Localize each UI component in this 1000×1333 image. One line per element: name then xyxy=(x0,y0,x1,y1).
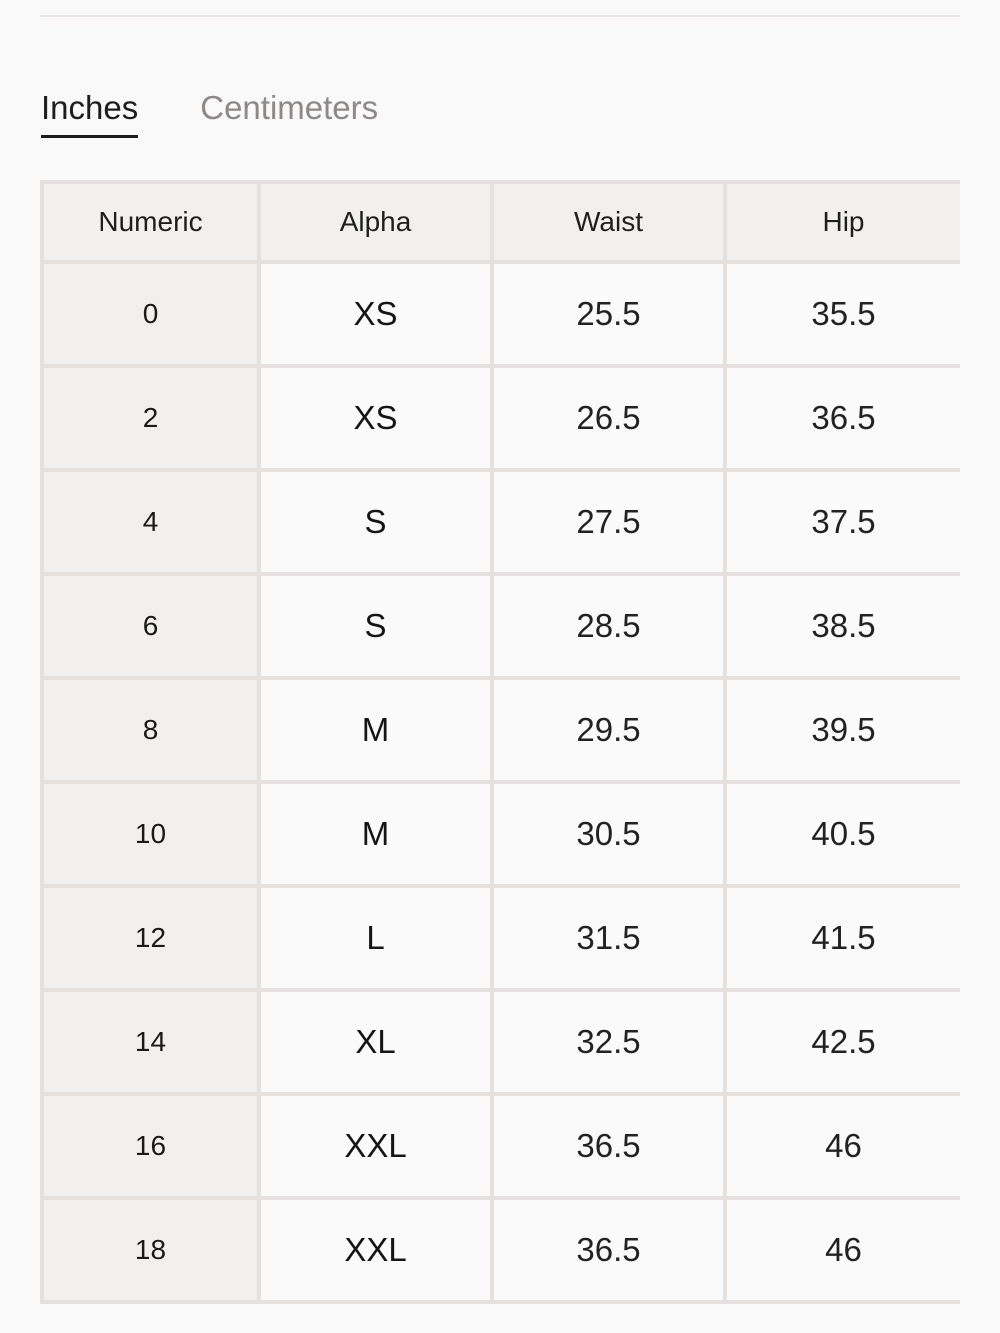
waist-cell: 26.5 xyxy=(492,366,725,470)
hip-cell: 40.5 xyxy=(725,782,960,886)
waist-cell: 30.5 xyxy=(492,782,725,886)
table-row xyxy=(42,990,960,1094)
alpha-size-cell: L xyxy=(259,886,492,990)
table-row xyxy=(42,886,960,990)
numeric-size-cell: 12 xyxy=(42,886,259,990)
table-row xyxy=(42,470,960,574)
table-row xyxy=(42,1198,960,1302)
numeric-size-cell: 6 xyxy=(42,574,259,678)
hip-cell: 38.5 xyxy=(725,574,960,678)
hip-cell: 46 xyxy=(725,1198,960,1302)
numeric-size-cell: 16 xyxy=(42,1094,259,1198)
numeric-size-cell: 2 xyxy=(42,366,259,470)
numeric-size-cell: 18 xyxy=(42,1198,259,1302)
header-alpha: Alpha xyxy=(259,182,492,262)
hip-cell: 35.5 xyxy=(725,262,960,366)
alpha-size-cell: M xyxy=(259,678,492,782)
hip-cell: 42.5 xyxy=(725,990,960,1094)
waist-cell: 31.5 xyxy=(492,886,725,990)
table-row xyxy=(42,678,960,782)
table-row xyxy=(42,574,960,678)
alpha-size-cell: XXL xyxy=(259,1094,492,1198)
size-table xyxy=(40,180,960,1304)
waist-cell: 29.5 xyxy=(492,678,725,782)
header-hip: Hip xyxy=(725,182,960,262)
alpha-size-cell: XS xyxy=(259,262,492,366)
table-row xyxy=(42,1094,960,1198)
table-row xyxy=(42,262,960,366)
header-waist: Waist xyxy=(492,182,725,262)
tab-inches[interactable]: Inches xyxy=(41,86,138,138)
table-header-row xyxy=(42,182,960,262)
unit-tabs xyxy=(41,86,378,142)
table-row xyxy=(42,782,960,886)
numeric-size-cell: 0 xyxy=(42,262,259,366)
waist-cell: 32.5 xyxy=(492,990,725,1094)
hip-cell: 46 xyxy=(725,1094,960,1198)
hip-cell: 37.5 xyxy=(725,470,960,574)
waist-cell: 28.5 xyxy=(492,574,725,678)
alpha-size-cell: XL xyxy=(259,990,492,1094)
hip-cell: 36.5 xyxy=(725,366,960,470)
hip-cell: 41.5 xyxy=(725,886,960,990)
numeric-size-cell: 10 xyxy=(42,782,259,886)
alpha-size-cell: S xyxy=(259,574,492,678)
hip-cell: 39.5 xyxy=(725,678,960,782)
alpha-size-cell: XS xyxy=(259,366,492,470)
top-divider xyxy=(40,15,960,17)
alpha-size-cell: M xyxy=(259,782,492,886)
numeric-size-cell: 14 xyxy=(42,990,259,1094)
size-table-container xyxy=(40,180,960,1333)
header-numeric: Numeric xyxy=(42,182,259,262)
waist-cell: 36.5 xyxy=(492,1094,725,1198)
alpha-size-cell: S xyxy=(259,470,492,574)
waist-cell: 36.5 xyxy=(492,1198,725,1302)
numeric-size-cell: 4 xyxy=(42,470,259,574)
waist-cell: 27.5 xyxy=(492,470,725,574)
alpha-size-cell: XXL xyxy=(259,1198,492,1302)
tab-centimeters[interactable]: Centimeters xyxy=(200,89,379,126)
numeric-size-cell: 8 xyxy=(42,678,259,782)
waist-cell: 25.5 xyxy=(492,262,725,366)
table-row xyxy=(42,366,960,470)
